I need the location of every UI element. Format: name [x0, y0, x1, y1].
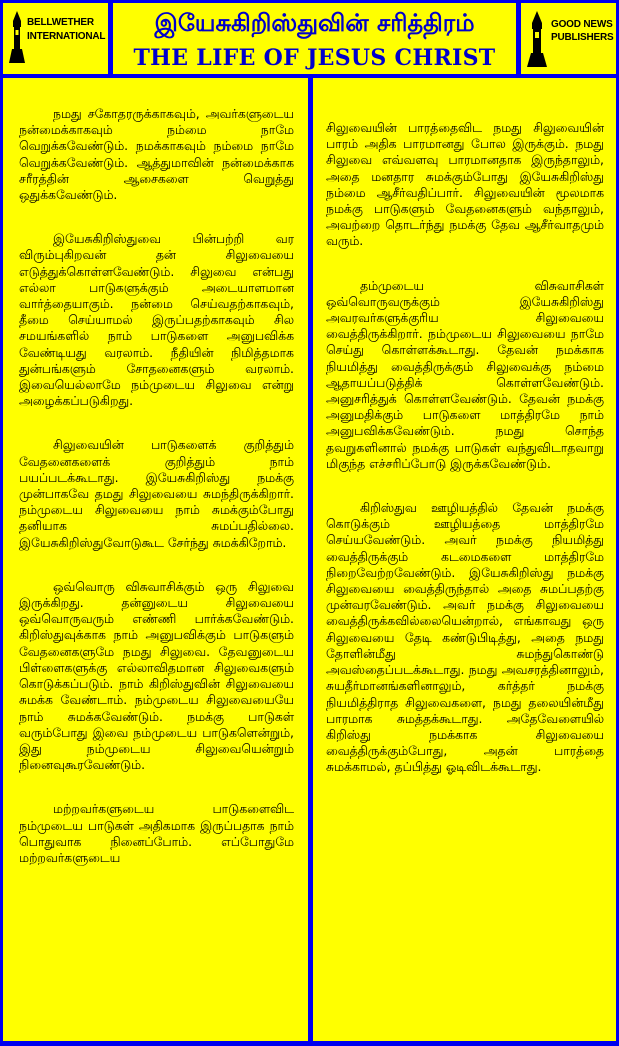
- page-title-tamil: இயேசுகிறிஸ்துவின் சரித்திரம்: [154, 9, 475, 37]
- right-paragraph-1: சிலுவையின் பாரத்தைவிட நமது சிலுவையின் பாரம் அதிக பாரமானது போல இருக்கும். நமது சிலுவை எவ்வளவு பாரமானதாக இருந்தாலும், அதை மனதார சுமக்கும்போது இயேசுகிறிஸ்து நம்மை ஆசீர்வதிப்பார். சிலுவையின் மூலமாக நமக்கு பாடுகளும் வேதனைகளும் வந்தாலும், அவற்றை தொடர்ந்து நமக்கு தேவ ஆசீர்வாதமும் வரும்.: [326, 120, 605, 249]
- page-title-english: THE LIFE OF JESUS CHRIST: [133, 45, 496, 71]
- right-column: [313, 78, 616, 1041]
- left-paragraph-5: மற்றவர்களுடைய பாடுகளைவிட நம்முடைய பாடுகள் அதிகமாக இருப்பதாக நாம் பொதுவாக நினைப்போம். எப்போதுமே மற்றவர்களுடைய: [19, 801, 294, 865]
- right-paragraph-2: தம்முடைய விசுவாசிகள் ஒவ்வொருவருக்கும் இயேசுகிறிஸ்து அவரவர்களுக்குரிய சிலுவையை வைத்திருக்கிறார். நம்முடைய சிலுவையை நாமே செய்து கொள்ளக்கூடாது. தேவன் நமக்காக நியமித்து வைத்திருக்கும் சிலுவைக்கு நம்மை ஆதாயப்படுத்திக் கொள்ளவேண்டும். அனுசரித்துக் கொள்ளவேண்டும். தேவன் நமக்கு அனுமதிக்கும் பாடுகளை மாத்திரமே நாம் அனுபவிக்கவேண்டும். நமது சொந்த தவறுகளினால் நமக்கு பாடுகள் வந்துவிடாதவாறு மிகுந்த எச்சரிப்போடு இருக்கவேண்டும்.: [326, 277, 604, 471]
- good-news-publishers-logo: [521, 3, 616, 74]
- title-banner: [113, 3, 516, 74]
- left-paragraph-3: சிலுவையின் பாடுகளைக் குறித்தும் வேதனைகளைக் குறித்தும் நாம் பயப்படக்கூடாது. இயேசுகிறிஸ்து நமக்கு முன்பாகவே தமது சிலுவையை சுமந்திருக்கிறார். நம்முடைய சிலுவையை நாம் சுமக்கும்போது தனியாக சுமப்பதில்லை. இயேசுகிறிஸ்துவோடுகூட சேர்ந்து சுமக்கிறோம்.: [19, 437, 294, 550]
- logo-left-line2: INTERNATIONAL: [27, 31, 106, 42]
- bell-tower-icon: [527, 11, 547, 67]
- right-paragraph-3: கிறிஸ்துவ ஊழியத்தில் தேவன் நமக்கு கொடுக்கும் ஊழியத்தை மாத்திரமே செய்யவேண்டும். அவர் நமக்கு நியமித்து வைத்திருக்கும் கடமைகளை மாத்திரமே நிறைவேற்றவேண்டும். இயேசுகிறிஸ்து நமக்கு சிலுவையை வைத்திருந்தால் அதை சுமப்பதற்கு முன்வரவேண்டும். அவர் நமக்கு சிலுவையை வைத்திருக்கவில்லையென்றால், எங்காவது ஒரு சிலுவையை தேடி கண்டுபிடித்து, அதை நமது தோளின்மீது சுமந்துகொண்டு அவஸ்தைப்படக்கூடாது. நமது அவசரத்தினாலும், சுயதீர்மானங்களினாலும், கர்த்தர் நமக்கு நியமித்திராத சிலுவைகளை, நமது தலையின்மீது பாரமாக சுமத்தக்கூடாது. அதேவேளையில் கிறிஸ்து நமக்காக சிலுவையை வைத்திருக்கும்போது, அதன் பாரத்தை சுமக்காமல், தப்பித்து ஓடிவிடக்கூடாது.: [326, 500, 604, 775]
- left-paragraph-1: நமது சகோதரருக்காகவும், அவர்களுடைய நன்மைக்காகவும் நம்மை நாமே வெறுக்கவேண்டும். நமக்காகவும் நம்மை நாமே வெறுக்கவேண்டும். ஆத்துமாவின் நன்மைக்காக சரீரத்தின் ஆசைகளை வெறுத்து ஒதுக்கவேண்டும்.: [19, 106, 294, 203]
- good-news-logo-text: [551, 18, 613, 44]
- bellwether-logo-text: [27, 16, 105, 44]
- bellwether-logo: [3, 3, 108, 74]
- bell-tower-icon: [9, 11, 25, 63]
- logo-left-line1: BELLWETHER: [27, 17, 94, 28]
- left-paragraph-2: இயேசுகிறிஸ்துவை பின்பற்றி வர விரும்புகிறவன் தன் சிலுவையை எடுத்துக்கொள்ளவேண்டும். சிலுவை என்பது எல்லா பாடுகளுக்கும் அடையாளமான வார்த்தையாகும். நன்மை செய்வதற்காகவும், தீமை செய்யாமல் இருப்பதற்காகவும் சில சமயங்களில் நாம் பாடுகளை அனுபவிக்க வேண்டியது வரலாம். நீதியின் நிமித்தமாக துன்பங்களும் சோதனைகளும் வரலாம். இவையெல்லாமே நம்முடைய சிலுவை என்று அழைக்கப்படுகிறது.: [19, 231, 294, 409]
- logo-right-line2: PUBLISHERS: [551, 32, 614, 43]
- left-paragraph-4: ஒவ்வொரு விசுவாசிக்கும் ஒரு சிலுவை இருக்கிறது. தன்னுடைய சிலுவையை ஒவ்வொருவரும் எண்ணி பார்க்கவேண்டும். கிறிஸ்துவுக்காக நாம் அனுபவிக்கும் பாடுகளும் வேதனைகளுமே நமது சிலுவை. தேவனுடைய பிள்ளைகளுக்கு எல்லாவிதமான சிலுவைகளும் கொடுக்கப்படும். நாம் கிறிஸ்துவின் சிலுவையை சுமக்க வேண்டாம். நம்முடைய சிலுவையையே நாம் சுமக்கவேண்டும். நமக்கு பாடுகள் வரும்போது இவை நம்முடைய பாடுகளென்றும், இது நம்முடைய சிலுவையென்றும் நினைவுகூரவேண்டும்.: [19, 578, 294, 773]
- left-column: [3, 78, 308, 1041]
- logo-right-line1: GOOD NEWS: [551, 19, 613, 30]
